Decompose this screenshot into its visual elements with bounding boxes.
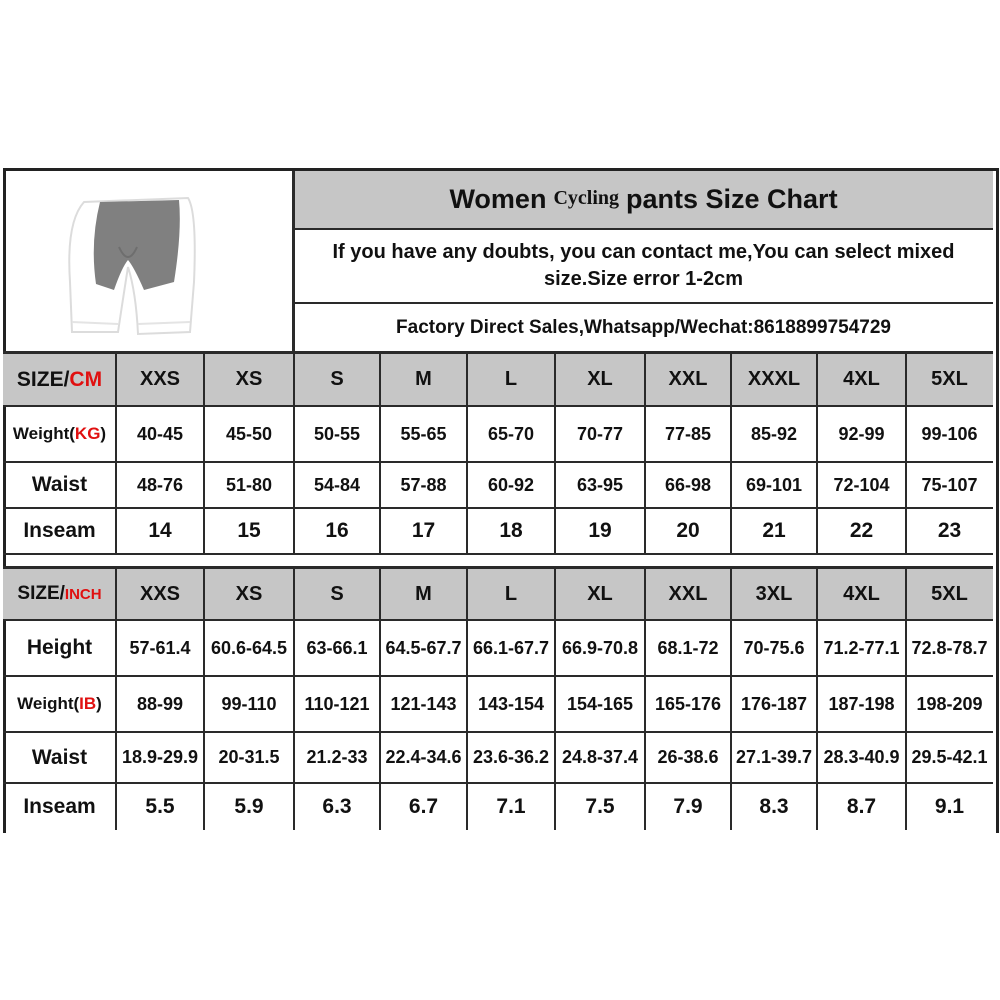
inch-col-line-6 bbox=[644, 568, 646, 830]
cm-col-line-6 bbox=[644, 353, 646, 554]
title-rest: pants Size Chart bbox=[626, 184, 838, 214]
cm_table-value-r1-c1: 51-80 bbox=[225, 474, 273, 495]
notice-text: If you have any doubts, you can contact me,You can select mixed size.Size error 1-2cm bbox=[332, 240, 955, 290]
inch_table-value-r1-c2: 110-121 bbox=[304, 693, 370, 714]
cm-row-line-2 bbox=[3, 507, 993, 509]
cm_table-value-r1-c3: 57-88 bbox=[400, 474, 447, 495]
cm_table-unit-header bbox=[3, 353, 116, 406]
inch_table-value-r3-c7: 8.3 bbox=[759, 794, 789, 818]
inch-row-line-0 bbox=[3, 619, 993, 621]
cm_table-row-label-0-text: Weight( bbox=[12, 424, 75, 443]
cm-col-line-9 bbox=[905, 353, 907, 554]
inch_table-value-r3-c8: 8.7 bbox=[846, 794, 877, 818]
cm-col-line-5 bbox=[554, 353, 556, 554]
cm_table-size-xl: XL bbox=[555, 353, 645, 406]
inch_table-value-r3-c1: 5.9 bbox=[234, 794, 264, 818]
inch_table-row-label-1 bbox=[3, 676, 116, 732]
inch_table-value-r0-c4: 66.1-67.7 bbox=[472, 637, 550, 658]
inch_table-value-r2-c4: 23.6-36.2 bbox=[472, 747, 550, 767]
inch_table-row-label-3-text: Inseam bbox=[23, 794, 96, 818]
cm_table-unit-header-text: SIZE/ bbox=[16, 367, 70, 391]
cm_table-value-r1-c6: 66-98 bbox=[664, 474, 712, 495]
cm_table-row-label-0-suffix: ) bbox=[100, 424, 107, 443]
cm_table-value-r2-c9: 23 bbox=[937, 519, 962, 542]
inch-col-line-1 bbox=[203, 568, 205, 830]
inch_table-value-r3-c9: 9.1 bbox=[934, 794, 965, 818]
cm_table-value-r1-c7: 69-101 bbox=[745, 474, 803, 495]
cycling-shorts-illustration-icon bbox=[4, 172, 291, 350]
cm_table-size-l: L bbox=[467, 353, 555, 406]
cm_table-value-r2-c0: 14 bbox=[148, 519, 172, 542]
cm_table-value-r0-c2: 50-55 bbox=[313, 423, 361, 444]
inch_table-size-xl: XL bbox=[555, 568, 645, 620]
cm_table-value-r0-c5: 70-77 bbox=[576, 423, 624, 444]
cm_table-size-5xl: 5XL bbox=[906, 353, 993, 406]
cm-row-line-1 bbox=[3, 461, 993, 463]
inch_table-size-xxl: XXL bbox=[645, 568, 731, 620]
factory-contact: Factory Direct Sales,Whatsapp/Wechat:8618899754729 bbox=[396, 316, 891, 338]
cm_table-value-r2-c8: 22 bbox=[849, 519, 874, 542]
inch_table-value-r1-c7: 176-187 bbox=[740, 693, 808, 714]
inch_table-value-r1-c0: 88-99 bbox=[136, 693, 184, 714]
cm_table-row-label-2 bbox=[3, 508, 116, 554]
inch-col-line-9 bbox=[905, 568, 907, 830]
header-divider-2 bbox=[292, 302, 993, 304]
cm_table-row-label-1-text: Waist bbox=[31, 473, 88, 496]
inch-col-line-7 bbox=[730, 568, 732, 830]
cm_table-value-r1-c8: 72-104 bbox=[833, 474, 890, 495]
cm_table-value-r2-c7: 21 bbox=[762, 519, 786, 542]
inch_table-value-r0-c6: 68.1-72 bbox=[657, 637, 719, 658]
chart-title bbox=[294, 171, 993, 228]
inch_table-value-r2-c2: 21.2-33 bbox=[306, 747, 368, 767]
inch-table-top-border bbox=[3, 566, 993, 569]
inch_table-value-r2-c5: 24.8-37.4 bbox=[561, 747, 639, 767]
cm_table-value-r2-c2: 16 bbox=[325, 519, 349, 542]
inch_table-value-r0-c7: 70-75.6 bbox=[743, 637, 805, 658]
cm-col-line-3 bbox=[379, 353, 381, 554]
cm_table-value-r0-c3: 55-65 bbox=[400, 423, 447, 444]
header-divider-1 bbox=[292, 228, 993, 230]
inch_table-size-s: S bbox=[294, 568, 380, 620]
inch_table-value-r0-c2: 63-66.1 bbox=[306, 637, 368, 658]
cm_table-size-m: M bbox=[380, 353, 467, 406]
cm_table-value-r2-c6: 20 bbox=[676, 519, 700, 542]
inch-row-line-1 bbox=[3, 675, 993, 677]
inch_table-size-5xl: 5XL bbox=[906, 568, 993, 620]
inch_table-value-r1-c6: 165-176 bbox=[654, 693, 722, 714]
cm_table-value-r2-c4: 18 bbox=[499, 519, 523, 542]
cm_table-value-r2-c5: 19 bbox=[588, 519, 612, 542]
inch_table-value-r1-c8: 187-198 bbox=[828, 693, 895, 714]
inch-row-line-2 bbox=[3, 731, 993, 733]
inch_table-row-label-2-text: Waist bbox=[31, 745, 88, 769]
inch_table-size-xxs: XXS bbox=[116, 568, 204, 620]
inch-col-line-2 bbox=[293, 568, 295, 830]
inch_table-value-r1-c1: 99-110 bbox=[221, 693, 277, 714]
inch_table-row-label-1-suffix: ) bbox=[96, 694, 102, 713]
inch_table-row-label-3 bbox=[3, 783, 116, 830]
cm_table-value-r1-c0: 48-76 bbox=[136, 474, 184, 495]
cm_table-value-r0-c8: 92-99 bbox=[838, 423, 885, 444]
cm_table-unit-header-unit: CM bbox=[69, 367, 103, 391]
cm_table-value-r0-c9: 99-106 bbox=[921, 423, 978, 444]
cm-row-line-0 bbox=[3, 405, 993, 407]
inch_table-unit-header-text: SIZE/ bbox=[17, 583, 65, 604]
inch_table-value-r2-c6: 26-38.6 bbox=[657, 747, 719, 767]
cm-col-line-4 bbox=[466, 353, 468, 554]
inch-col-line-4 bbox=[466, 568, 468, 830]
cm_table-size-s: S bbox=[294, 353, 380, 406]
header-divider-vertical bbox=[292, 171, 295, 353]
cm-col-line-8 bbox=[816, 353, 818, 554]
cm-col-line-0 bbox=[115, 353, 117, 554]
cm_table-size-xs: XS bbox=[204, 353, 294, 406]
inch_table-value-r0-c3: 64.5-67.7 bbox=[385, 637, 462, 658]
inch_table-row-label-0 bbox=[3, 620, 116, 676]
cm_table-value-r2-c3: 17 bbox=[411, 519, 436, 542]
inch_table-value-r0-c8: 71.2-77.1 bbox=[823, 637, 900, 658]
cm_table-value-r1-c9: 75-107 bbox=[921, 474, 978, 495]
inch_table-value-r2-c3: 22.4-34.6 bbox=[385, 747, 462, 767]
inch_table-size-xs: XS bbox=[204, 568, 294, 620]
inch_table-value-r3-c3: 6.7 bbox=[408, 794, 439, 818]
cm-col-line-1 bbox=[203, 353, 205, 554]
inch_table-size-l: L bbox=[467, 568, 555, 620]
inch_table-row-label-1-text: Weight( bbox=[17, 694, 80, 713]
inch_table-row-label-1-unit: IB bbox=[79, 694, 97, 713]
inch_table-size-4xl: 4XL bbox=[817, 568, 906, 620]
cm_table-size-xxxl: XXXL bbox=[731, 353, 817, 406]
inch-col-line-3 bbox=[379, 568, 381, 830]
cm_table-value-r0-c4: 65-70 bbox=[487, 423, 535, 444]
inch_table-row-label-0-text: Height bbox=[26, 636, 93, 659]
cm_table-value-r2-c1: 15 bbox=[237, 519, 261, 542]
cm_table-value-r1-c2: 54-84 bbox=[313, 474, 361, 495]
cm_table-value-r0-c7: 85-92 bbox=[750, 423, 798, 444]
title-women: Women bbox=[449, 184, 547, 214]
cm_table-row-label-0 bbox=[3, 406, 116, 462]
inch_table-unit-header bbox=[3, 568, 116, 620]
inch_table-unit-header-unit: INCH bbox=[64, 585, 102, 603]
cm_table-size-xxs: XXS bbox=[116, 353, 204, 406]
inch_table-value-r2-c7: 27.1-39.7 bbox=[735, 747, 813, 767]
inch_table-value-r0-c5: 66.9-70.8 bbox=[561, 637, 639, 658]
cm_table-row-label-0-unit: KG bbox=[74, 424, 101, 443]
cm_table-row-label-1 bbox=[3, 462, 116, 508]
cm_table-value-r0-c6: 77-85 bbox=[664, 423, 712, 444]
inch-col-line-8 bbox=[816, 568, 818, 830]
inch_table-value-r0-c9: 72.8-78.7 bbox=[911, 637, 988, 658]
inch_table-value-r3-c4: 7.1 bbox=[496, 794, 526, 818]
inch-col-line-0 bbox=[115, 568, 117, 830]
cm_table-value-r0-c0: 40-45 bbox=[136, 423, 184, 444]
cm-col-line-2 bbox=[293, 353, 295, 554]
inch_table-value-r3-c5: 7.5 bbox=[585, 794, 615, 818]
inch_table-value-r1-c9: 198-209 bbox=[916, 693, 983, 714]
inch_table-row-label-2 bbox=[3, 732, 116, 783]
inch_table-size-m: M bbox=[380, 568, 467, 620]
inch_table-value-r0-c0: 57-61.4 bbox=[129, 637, 191, 658]
inch_table-size-3xl: 3XL bbox=[731, 568, 817, 620]
cm_table-size-xxl: XXL bbox=[645, 353, 731, 406]
cm_table-value-r1-c5: 63-95 bbox=[576, 474, 624, 495]
inch_table-value-r2-c1: 20-31.5 bbox=[218, 747, 280, 767]
cm_table-size-4xl: 4XL bbox=[817, 353, 906, 406]
inch_table-value-r3-c2: 6.3 bbox=[322, 794, 352, 818]
title-cycling: Cycling bbox=[553, 187, 620, 209]
inch-row-line-3 bbox=[3, 782, 993, 784]
inch_table-value-r2-c9: 29.5-42.1 bbox=[911, 747, 988, 767]
cm_table-row-label-2-text: Inseam bbox=[23, 519, 96, 542]
inch_table-value-r3-c0: 5.5 bbox=[145, 794, 175, 818]
inch_table-value-r2-c8: 28.3-40.9 bbox=[823, 747, 900, 767]
inch_table-value-r0-c1: 60.6-64.5 bbox=[210, 637, 288, 658]
inch_table-value-r2-c0: 18.9-29.9 bbox=[121, 747, 199, 767]
cm_table-value-r1-c4: 60-92 bbox=[487, 474, 535, 495]
inch_table-value-r1-c3: 121-143 bbox=[390, 693, 457, 714]
inch-col-line-5 bbox=[554, 568, 556, 830]
inch_table-value-r1-c4: 143-154 bbox=[477, 693, 545, 714]
inch_table-value-r3-c6: 7.9 bbox=[673, 794, 703, 818]
cm-row-line-3 bbox=[3, 553, 993, 555]
cm_table-value-r0-c1: 45-50 bbox=[225, 423, 273, 444]
inch_table-value-r1-c5: 154-165 bbox=[566, 693, 634, 714]
cm-col-line-7 bbox=[730, 353, 732, 554]
cm-table-top-border bbox=[3, 351, 993, 354]
